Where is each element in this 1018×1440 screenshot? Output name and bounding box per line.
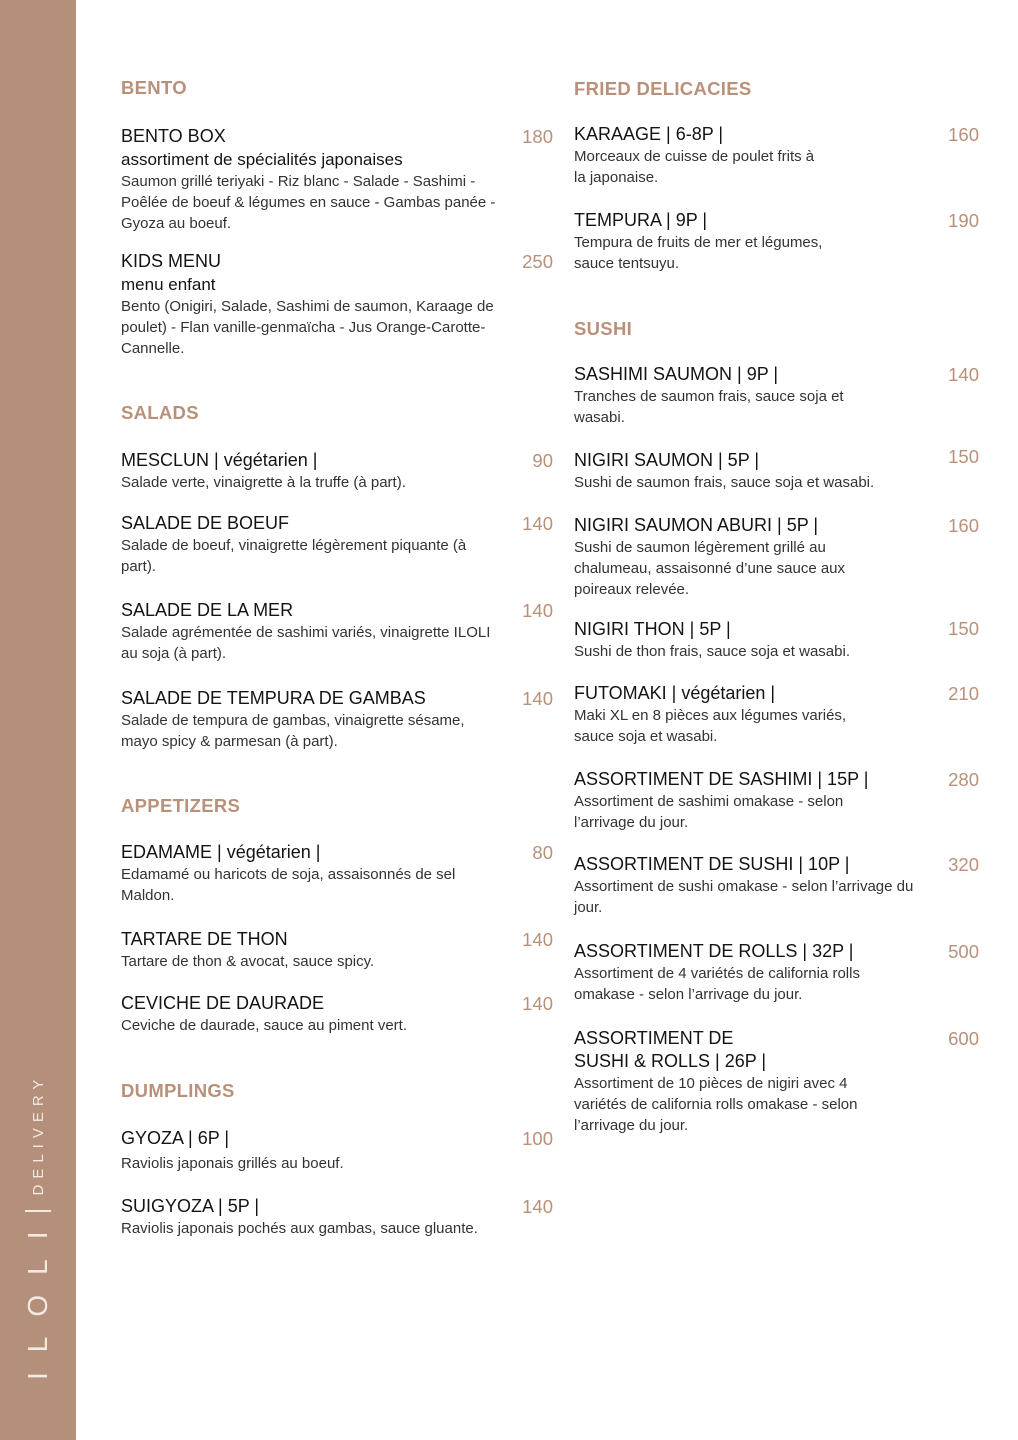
section-title-salads: SALADS [121,402,199,423]
item-price: 140 [522,513,553,534]
item-name: ASSORTIMENT DE SUSHI & ROLLS | 26P | [574,1028,767,1071]
item-description: Edamamé ou haricots de soja, assaisonnés de sel Maldon. [121,866,456,904]
brand-name: ILOLI [22,1211,53,1380]
item-name: NIGIRI THON | 5P | [574,619,731,639]
section-title-sushi: SUSHI [574,318,633,339]
menu-item [121,841,553,906]
item-description: Salade agrémentée de sashimi variés, vinaigrette ILOLI au soja (à part). [121,624,491,662]
item-name: SALADE DE TEMPURA DE GAMBAS [121,688,426,708]
item-price: 150 [948,446,979,467]
item-name: SALADE DE LA MER [121,600,294,620]
item-name: TEMPURA | 9P | [574,210,708,230]
item-name: SALADE DE BOEUF [121,513,290,533]
item-price: 140 [522,688,553,709]
item-description: Saumon grillé teriyaki - Riz blanc - Salade - Sashimi - Poêlée de boeuf & légumes en sauce - Gambas panée - Gyoza au boeuf. [121,173,496,232]
menu-item [121,125,553,234]
item-name: SUIGYOZA | 5P | [121,1196,260,1216]
menu-item [574,209,979,274]
item-price: 100 [522,1128,553,1149]
menu-item [121,1195,553,1239]
item-name: CEVICHE DE DAURADE [121,993,325,1013]
item-name: KARAAGE | 6-8P | [574,124,724,144]
item-description: Raviolis japonais grillés au boeuf. [121,1155,344,1172]
item-description: Salade de tempura de gambas, vinaigrette sésame, mayo spicy & parmesan (à part). [121,712,465,750]
menu-item [121,599,553,664]
item-description: Assortiment de 4 variétés de california rolls omakase - selon l’arrivage du jour. [574,965,860,1003]
item-description: Salade de boeuf, vinaigrette légèrement piquante (à part). [121,537,467,575]
item-description: Maki XL en 8 pièces aux légumes variés, sauce soja et wasabi. [574,707,847,745]
item-name: NIGIRI SAUMON ABURI | 5P | [574,515,819,535]
item-name: SASHIMI SAUMON | 9P | [574,364,779,384]
item-name: FUTOMAKI | végétarien | [574,683,776,703]
sidebar [0,0,76,1440]
item-price: 210 [948,683,979,704]
menu-item [574,514,979,600]
item-price: 600 [948,1028,979,1049]
item-description: Sushi de saumon légèrement grillé au chalumeau, assaisonné d’une sauce aux poireaux relevée. [574,539,846,598]
item-name: GYOZA | 6P | [121,1128,230,1148]
menu-item [574,853,979,918]
item-subtitle: assortiment de spécialités japonaises [121,150,403,169]
menu-item [121,992,553,1036]
menu-item [574,618,979,662]
item-price: 320 [948,854,979,875]
section-title-appetizers: APPETIZERS [121,795,241,816]
section-title-dumplings: DUMPLINGS [121,1080,235,1101]
menu-item [121,928,553,972]
menu-item [121,1127,553,1174]
item-name: ASSORTIMENT DE SUSHI | 10P | [574,854,850,874]
item-price: 90 [532,450,553,471]
item-price: 140 [522,1196,553,1217]
brand-subtitle: DELIVERY [29,1073,47,1196]
item-subtitle: menu enfant [121,275,216,294]
item-price: 160 [948,515,979,536]
item-description: Bento (Onigiri, Salade, Sashimi de saumon, Karaage de poulet) - Flan vanille-genmaïcha - Jus Orange-Carotte-Cannelle. [121,298,494,357]
item-price: 140 [522,993,553,1014]
item-price: 140 [522,600,553,621]
section-title-fried-delicacies: FRIED DELICACIES [574,78,752,99]
item-price: 180 [522,126,553,147]
item-name: NIGIRI SAUMON | 5P | [574,450,760,470]
item-name: BENTO BOX [121,126,226,146]
item-description: Raviolis japonais pochés aux gambas, sauce gluante. [121,1220,478,1237]
item-description: Salade verte, vinaigrette à la truffe (à part). [121,474,406,491]
item-price: 160 [948,124,979,145]
item-name: ASSORTIMENT DE ROLLS | 32P | [574,941,854,961]
menu-item [574,1027,979,1136]
menu-item [121,687,553,752]
menu-item [121,250,553,359]
item-price: 190 [948,210,979,231]
item-name: KIDS MENU [121,251,222,271]
section-title-bento: BENTO [121,77,187,98]
item-name: TARTARE DE THON [121,929,288,949]
item-description: Sushi de thon frais, sauce soja et wasabi. [574,643,850,660]
item-price: 500 [948,941,979,962]
item-description: Tranches de saumon frais, sauce soja et wasabi. [574,388,844,426]
item-name: EDAMAME | végétarien | [121,842,321,862]
item-description: Morceaux de cuisse de poulet frits à la japonaise. [574,148,815,186]
menu-item [574,940,979,1005]
item-price: 80 [532,842,553,863]
item-price: 150 [948,618,979,639]
item-description: Assortiment de 10 pièces de nigiri avec 4 variétés de california rolls omakase - selon l’arrivage du jour. [574,1075,858,1134]
item-description: Tempura de fruits de mer et légumes, sauce tentsuyu. [574,234,823,272]
item-price: 280 [948,769,979,790]
item-description: Assortiment de sushi omakase - selon l’arrivage du jour. [574,878,914,916]
item-name: MESCLUN | végétarien | [121,450,318,470]
menu-item [574,446,979,493]
menu-item [574,123,979,188]
item-description: Ceviche de daurade, sauce au piment vert. [121,1017,408,1034]
menu-item [121,449,553,493]
item-description: Assortiment de sashimi omakase - selon l’arrivage du jour. [574,793,844,831]
menu-item [121,512,553,577]
item-price: 140 [948,364,979,385]
item-price: 140 [522,929,553,950]
brand-divider [25,1210,51,1212]
menu-item [574,768,979,833]
item-description: Tartare de thon & avocat, sauce spicy. [121,953,375,970]
item-name: ASSORTIMENT DE SASHIMI | 15P | [574,769,869,789]
menu-item [574,363,979,428]
menu-item [574,682,979,747]
item-description: Sushi de saumon frais, sauce soja et wasabi. [574,474,875,491]
item-price: 250 [522,251,553,272]
